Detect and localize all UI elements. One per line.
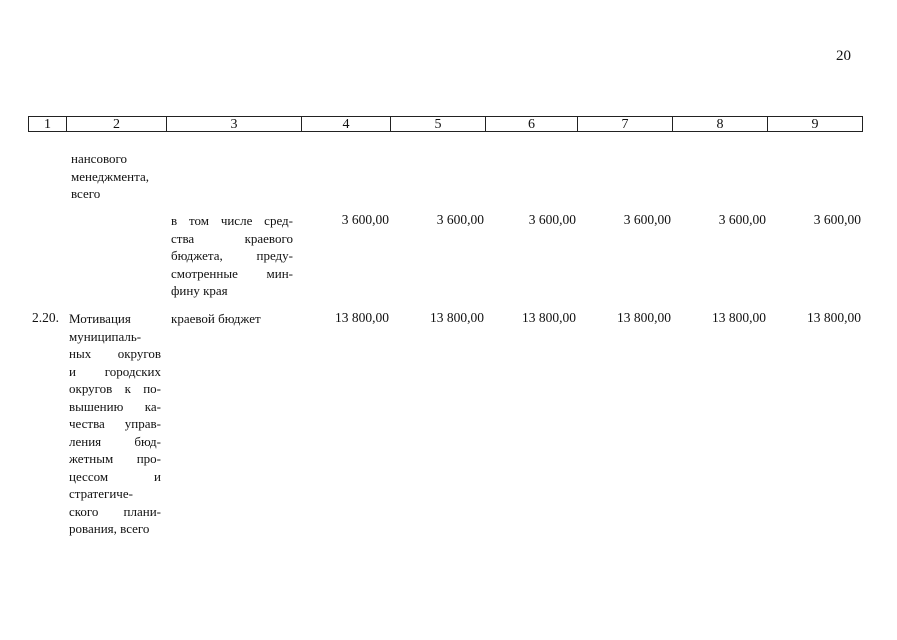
header-col-5: 5 <box>390 116 485 132</box>
header-col-7: 7 <box>577 116 672 132</box>
row-1-source-line: смотренные мин- <box>171 265 293 281</box>
row-0-name-line: нансового <box>71 151 128 166</box>
header-col-4: 4 <box>301 116 390 132</box>
row-2-name-line: муниципаль- <box>69 328 142 344</box>
row-2-number: 2.20. <box>32 310 59 325</box>
row-2-name-line: ных округов <box>69 346 161 361</box>
row-1-source-line: фину края <box>171 283 228 298</box>
row-1-source-line: в том числе сред- <box>171 213 293 228</box>
row-2-value-col5: 13 800,00 <box>430 310 484 325</box>
row-0-name-line: всего <box>71 186 101 201</box>
page-number: 20 <box>836 48 851 64</box>
row-2-name-line: ления бюд- <box>69 433 161 449</box>
header-col-8: 8 <box>672 116 767 132</box>
row-1-value-col7: 3 600,00 <box>623 212 671 227</box>
row-2-value-col9: 13 800,00 <box>807 310 861 325</box>
row-2-value-col8: 13 800,00 <box>712 310 766 325</box>
header-col-6: 6 <box>485 116 577 132</box>
header-col-9: 9 <box>767 116 863 132</box>
row-1-value-col6: 3 600,00 <box>528 212 576 227</box>
row-2-name-line: рования, всего <box>69 521 150 536</box>
row-0-name-line: менеджмента, <box>71 168 149 184</box>
row-2-value-col4: 13 800,00 <box>335 310 389 325</box>
row-2-name-line: округов к по- <box>69 381 161 396</box>
row-2-name-line: ского плани- <box>69 503 161 519</box>
row-2-value-col6: 13 800,00 <box>522 310 576 325</box>
row-2-name-line: и городских <box>69 363 161 379</box>
row-2-name-line: жетным про- <box>69 451 161 466</box>
header-col-1: 1 <box>28 116 66 132</box>
row-2-name-line: цессом и <box>69 468 161 484</box>
row-2-name-line: стратегиче- <box>69 486 133 501</box>
header-col-2: 2 <box>66 116 166 132</box>
row-2-source <box>171 310 293 328</box>
row-1-source-line: бюджета, преду- <box>171 248 293 263</box>
row-0-name <box>71 150 163 203</box>
header-col-3: 3 <box>166 116 301 132</box>
row-1-value-col5: 3 600,00 <box>436 212 484 227</box>
row-1-value-col4: 3 600,00 <box>341 212 389 227</box>
row-1-value-col8: 3 600,00 <box>718 212 766 227</box>
row-2-name-line: вышению ка- <box>69 398 161 414</box>
row-2-source-line: краевой бюджет <box>171 311 261 326</box>
row-2-name <box>69 310 161 538</box>
table-header-row <box>28 116 863 132</box>
row-1-source-line: ства краевого <box>171 230 293 246</box>
row-2-name-line: чества управ- <box>69 416 161 431</box>
row-1-value-col9: 3 600,00 <box>813 212 861 227</box>
row-2-value-col7: 13 800,00 <box>617 310 671 325</box>
row-2-name-line: Мотивация <box>69 311 131 326</box>
row-1-source <box>171 212 293 300</box>
